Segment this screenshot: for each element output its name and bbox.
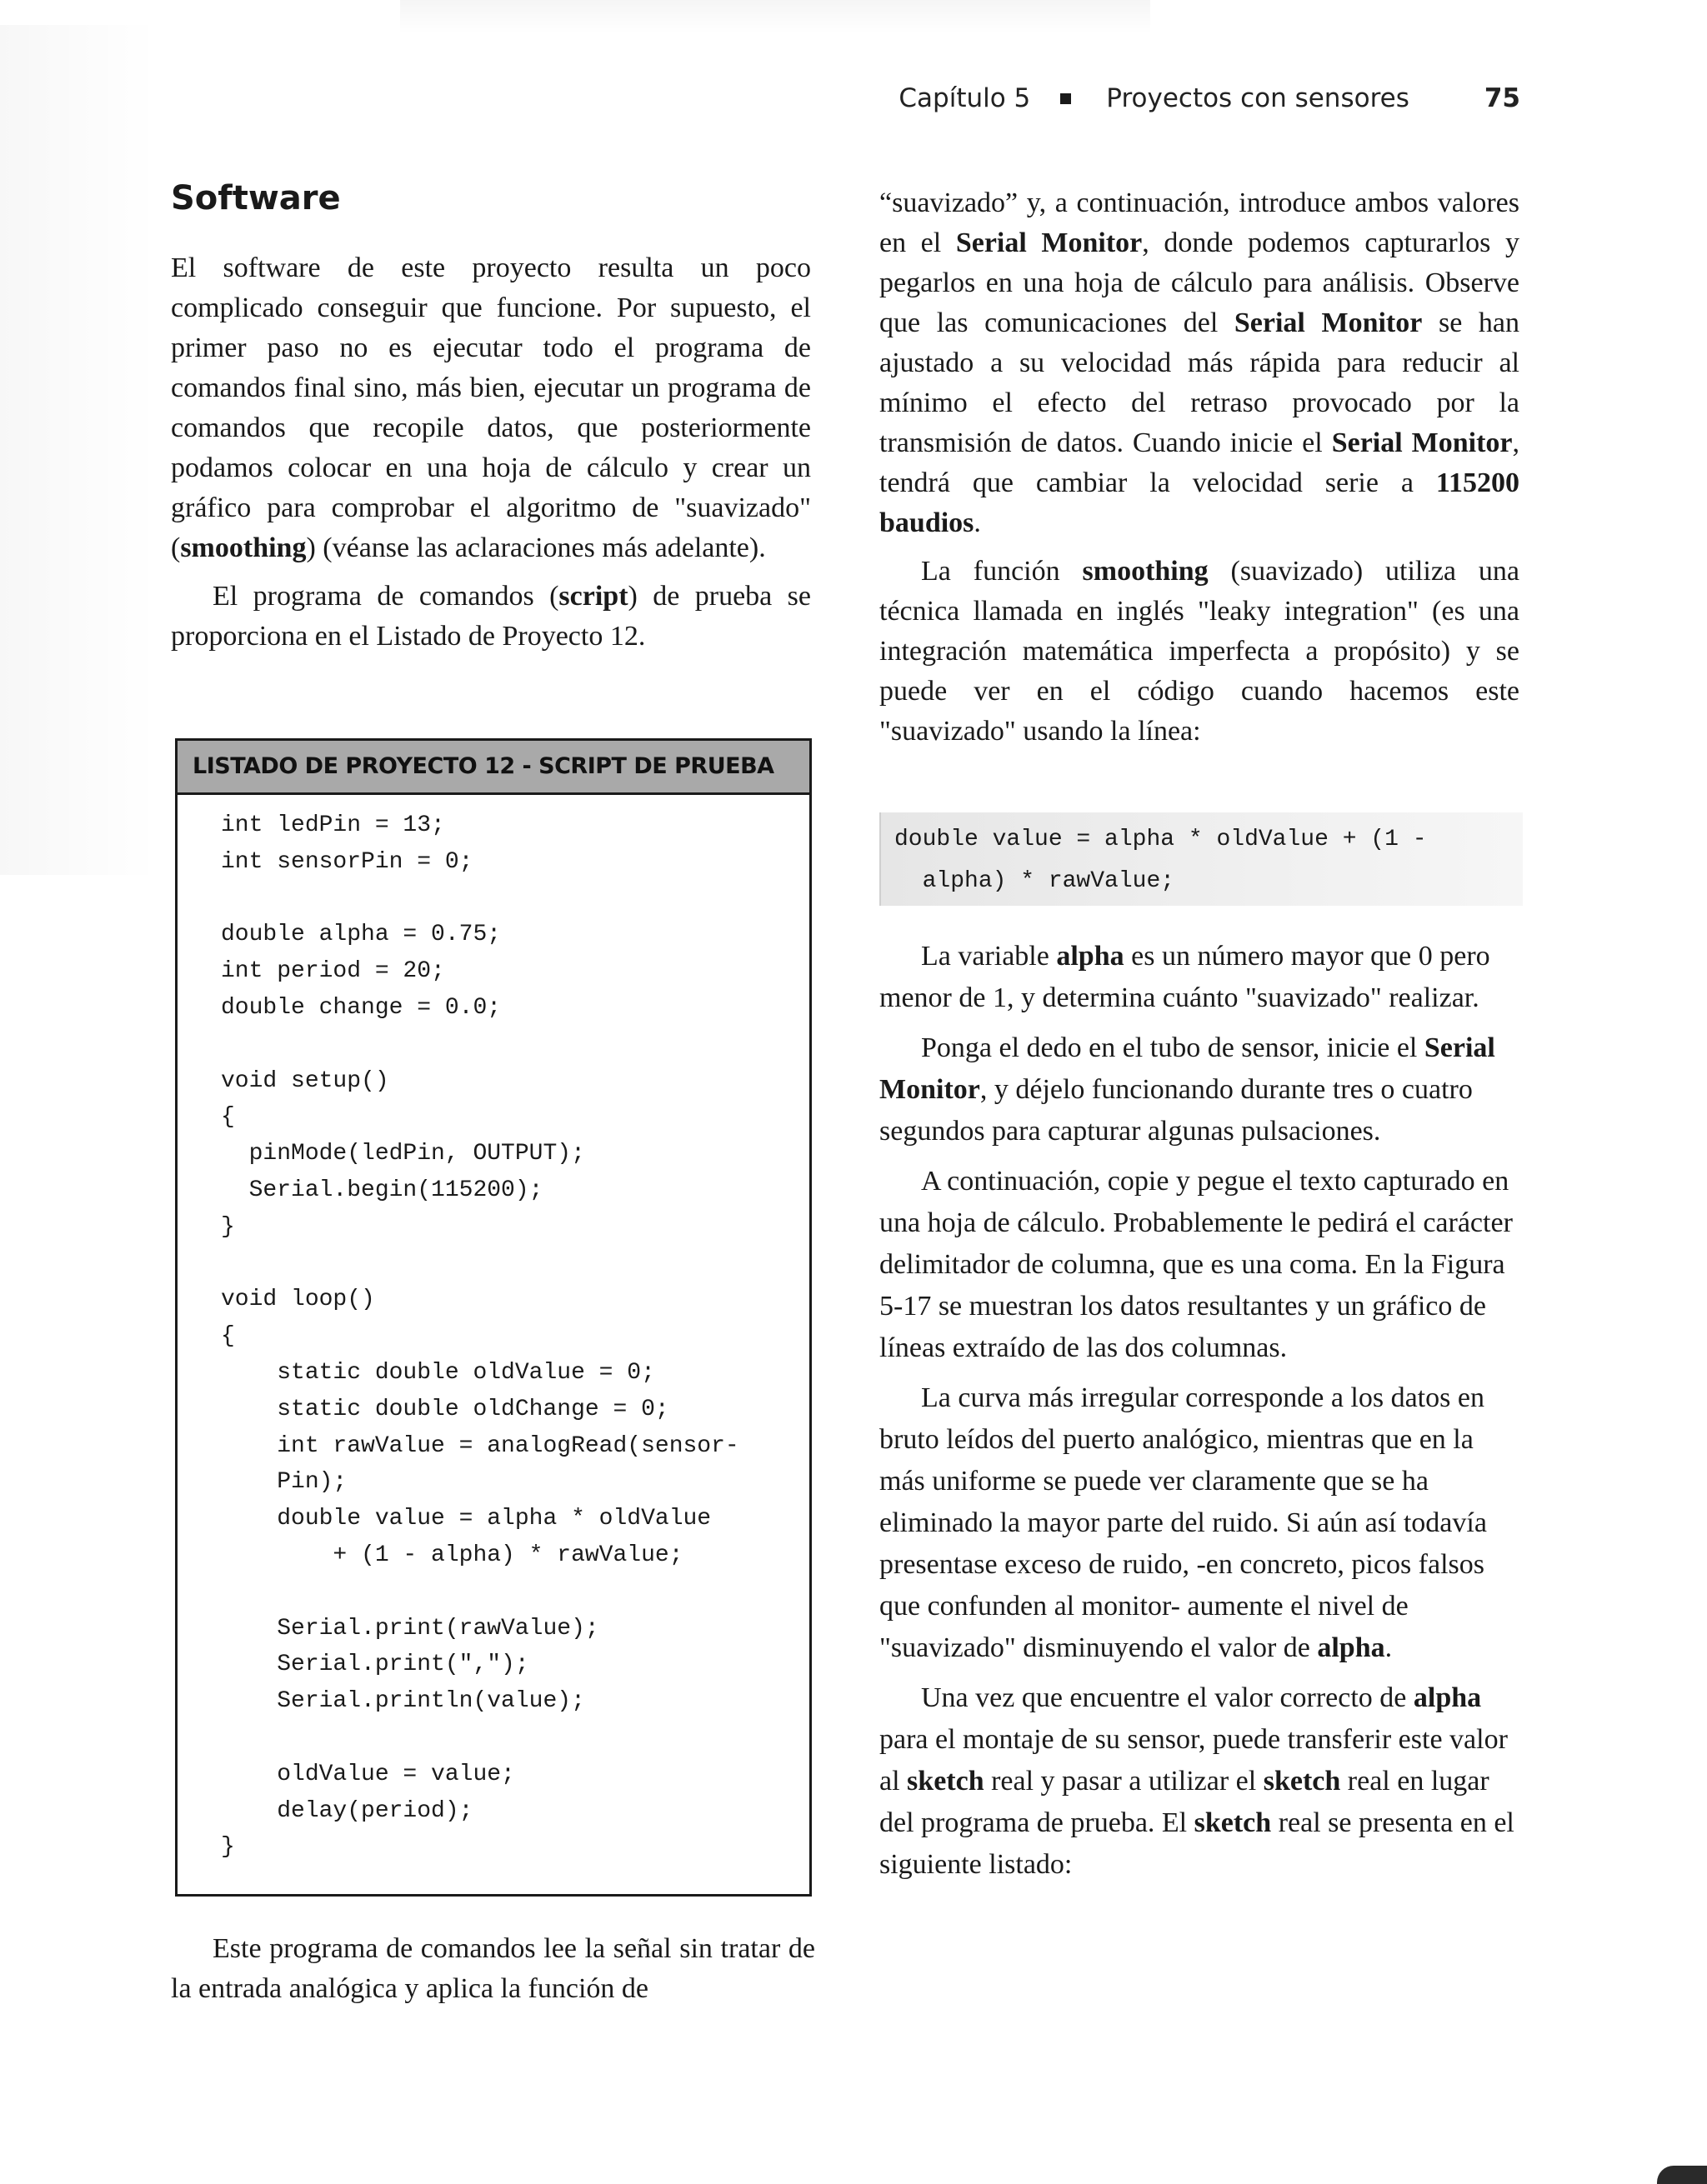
- bold-term: sketch: [1194, 1807, 1272, 1838]
- bold-term: smoothing: [180, 532, 307, 563]
- paragraph: Una vez que encuentre el valor correcto de alpha para el montaje de su sensor, puede transferir este valor al sketch real y pasar a utilizar el sketch real en lugar del programa de prueba. El sketch real se presenta en el siguiente listado:: [879, 1682, 1514, 1880]
- bold-term: Serial Monitor: [1331, 427, 1513, 458]
- left-column-top: [171, 248, 811, 665]
- running-header: [899, 83, 1520, 113]
- bold-term: Serial Monitor: [879, 1032, 1495, 1105]
- page-number: 75: [1484, 83, 1520, 113]
- bold-term: alpha: [1413, 1682, 1482, 1713]
- paragraph: La función smoothing (suavizado) utiliza una técnica llamada en inglés "leaky integration" (es una integración matemática imperfecta a propósito) y se puede ver en el código cuando hacemos este "suavizado" usando la línea:: [879, 556, 1519, 747]
- left-column-bottom: [171, 1929, 815, 2017]
- section-label: Proyectos con sensores: [1106, 83, 1409, 113]
- bold-term: sketch: [907, 1766, 984, 1797]
- bold-term: smoothing: [1082, 556, 1209, 587]
- listing-title: LISTADO DE PROYECTO 12 - SCRIPT DE PRUEBA: [178, 741, 809, 795]
- paragraph: La variable alpha es un número mayor que 0 pero menor de 1, y determina cuánto "suavizado" realizar.: [879, 941, 1490, 1013]
- bold-term: sketch: [1263, 1766, 1341, 1797]
- bold-term: Serial Monitor: [955, 227, 1143, 258]
- code-snippet: double value = alpha * oldValue + (1 - alpha) * rawValue;: [894, 827, 1427, 894]
- paragraph: “suavizado” y, a continuación, introduce ambos valores en el Serial Monitor, donde podemos capturarlos y pegarlos en una hoja de cálculo para análisis. Observe que las comunicaciones del Serial Monitor se han ajustado a su velocidad más rápida para reducir al mínimo el efecto del retraso provocado por la transmisión de datos. Cuando inicie el Serial Monitor, tendrá que cambiar la velocidad serie a 115200 baudios.: [879, 187, 1520, 538]
- paragraph: El software de este proyecto resulta un poco complicado conseguir que funcione. Por supuesto, el primer paso no es ejecutar todo el programa de comandos final sino, más bien, ejecutar un programa de comandos que recopile datos, que posteriormente podamos colocar en una hoja de cálculo y crear un gráfico para comprobar el algoritmo de "suavizado" (smoothing) (véanse las aclaraciones más adelante).: [171, 252, 811, 563]
- code-listing-box: [175, 738, 812, 1897]
- scan-corner-mark: [1657, 2166, 1707, 2184]
- paragraph: Ponga el dedo en el tubo de sensor, inicie el Serial Monitor, y déjelo funcionando durante tres o cuatro segundos para capturar algunas pulsaciones.: [879, 1032, 1495, 1147]
- paragraph: Este programa de comandos lee la señal sin tratar de la entrada analógica y aplica la función de: [171, 1933, 815, 2004]
- code-snippet-box: [879, 812, 1523, 906]
- chapter-label: Capítulo 5: [899, 83, 1031, 113]
- paragraph: El programa de comandos (script) de prueba se proporciona en el Listado de Proyecto 12.: [171, 581, 811, 652]
- paragraph: A continuación, copie y pegue el texto capturado en una hoja de cálculo. Probablemente le pedirá el carácter delimitador de columna, que es una coma. En la Figura 5-17 se muestran los datos resultantes y un gráfico de líneas extraído de las dos columnas.: [879, 1166, 1513, 1363]
- bold-term: alpha: [1317, 1632, 1385, 1663]
- scan-shadow-left: [0, 25, 158, 875]
- bold-term: alpha: [1056, 941, 1124, 972]
- section-title: Software: [171, 179, 341, 217]
- bold-term: Serial Monitor: [1234, 307, 1423, 338]
- bold-term: script: [558, 581, 628, 612]
- separator-square-icon: [1060, 93, 1071, 104]
- bold-term: 115200 baudios: [879, 467, 1519, 538]
- scan-shadow-top: [400, 0, 1150, 33]
- paragraph: La curva más irregular corresponde a los datos en bruto leídos del puerto analógico, mientras que en la más uniforme se puede ver claramente que se ha eliminado la mayor parte del ruido. Si aún así todavía presentase exceso de ruido, -en concreto, picos falsos que confunden al monitor- aumente el nivel de "suavizado" disminuyendo el valor de alpha.: [879, 1382, 1487, 1663]
- right-column-top: [879, 183, 1519, 760]
- right-column-bottom: [879, 936, 1519, 1894]
- listing-code: int ledPin = 13; int sensorPin = 0; double alpha = 0.75; int period = 20; double change = 0.0; void setup() { pinMode(ledPin, OUTPUT); Serial.begin(115200); } void loop() { static double oldValue = 0; static double oldChange = 0; int rawValue = analogRead(sensor- Pin); double value = alpha * oldValue + (1 - alpha) * rawValue; Serial.print(rawValue); Serial.print(","); Serial.println(value); oldValue = value; delay(period); }: [221, 812, 739, 1861]
